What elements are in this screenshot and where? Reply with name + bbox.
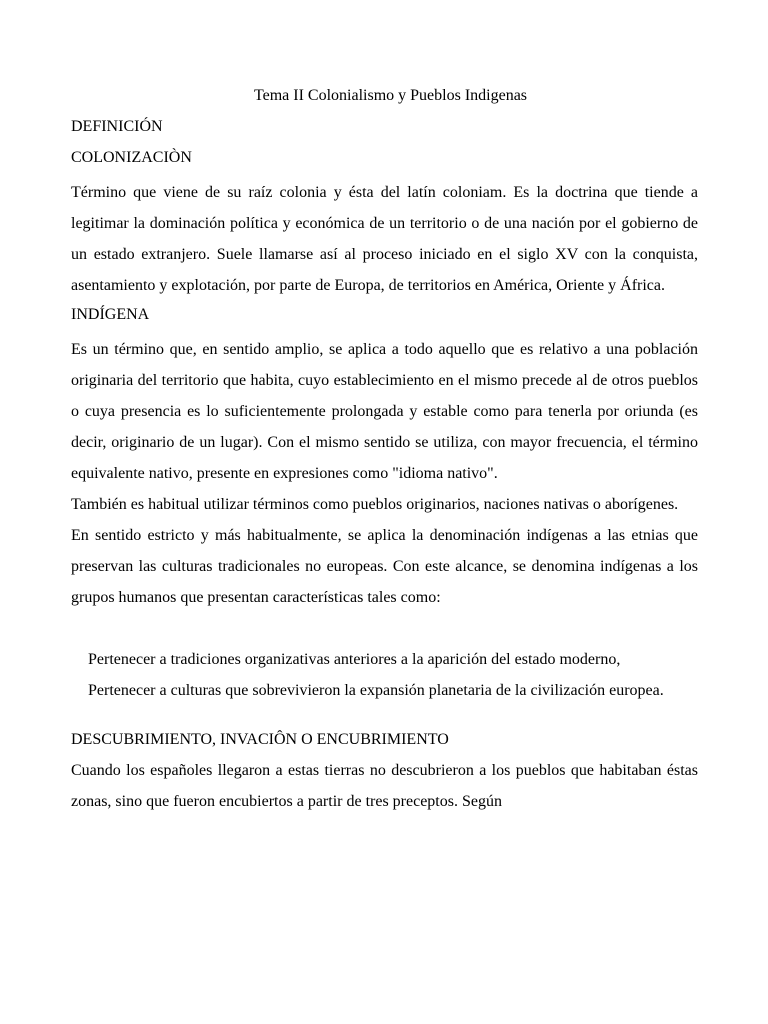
heading-colonizacion: COLONIZACIÒN [71, 149, 192, 166]
document-title: Tema II Colonialismo y Pueblos Indigenas [253, 87, 528, 104]
blank-line [71, 613, 698, 644]
heading-indigena: INDÍGENA [71, 306, 150, 323]
list-item: Pertenecer a tradiciones organizativas anteriores a la aparición del estado moderno, [88, 651, 621, 668]
blank-line [71, 706, 698, 724]
paragraph-indigena-2: También es habitual utilizar términos como pueblos originarios, naciones nativas o aborígenes. [71, 496, 679, 513]
paragraph-indigena-1: Es un término que, en sentido amplio, se aplica a todo aquello que es relativo a una población originaria del territorio que habita, cuyo establecimiento en el mismo precede al de otros pueblos o cuya presencia es lo suficientemente prolongada y estable como para tenerla por oriunda (es decir, originario de un lugar). Con el mismo sentido se utiliza, con mayor frecuencia, el término equivalente nativo, presente en expresiones como "idioma nativo". [71, 341, 698, 482]
document-body [71, 84, 698, 817]
paragraph-colonizacion: Término que viene de su raíz colonia y ésta del latín coloniam. Es la doctrina que tiende a legitimar la dominación política y económica de un territorio o de una nación por el gobierno de un estado extranjero. Suele llamarse así al proceso iniciado en el siglo XV con la conquista, asentamiento y explotación, por parte de Europa, de territorios en América, Oriente y África. [71, 184, 698, 294]
heading-descubrimiento: DESCUBRIMIENTO, INVACIÔN O ENCUBRIMIENTO [71, 731, 449, 748]
paragraph-descubrimiento: Cuando los españoles llegaron a estas tierras no descubrieron a los pueblos que habitaban éstas zonas, sino que fueron encubiertos a partir de tres preceptos. Según [71, 762, 698, 810]
list-item: Pertenecer a culturas que sobrevivieron la expansión planetaria de la civilización europea. [88, 682, 664, 699]
paragraph-indigena-3: En sentido estricto y más habitualmente, se aplica la denominación indígenas a las etnias que preservan las culturas tradicionales no europeas. Con este alcance, se denomina indígenas a los grupos humanos que presentan características tales como: [71, 527, 698, 606]
heading-definicion: DEFINICIÓN [71, 118, 163, 135]
